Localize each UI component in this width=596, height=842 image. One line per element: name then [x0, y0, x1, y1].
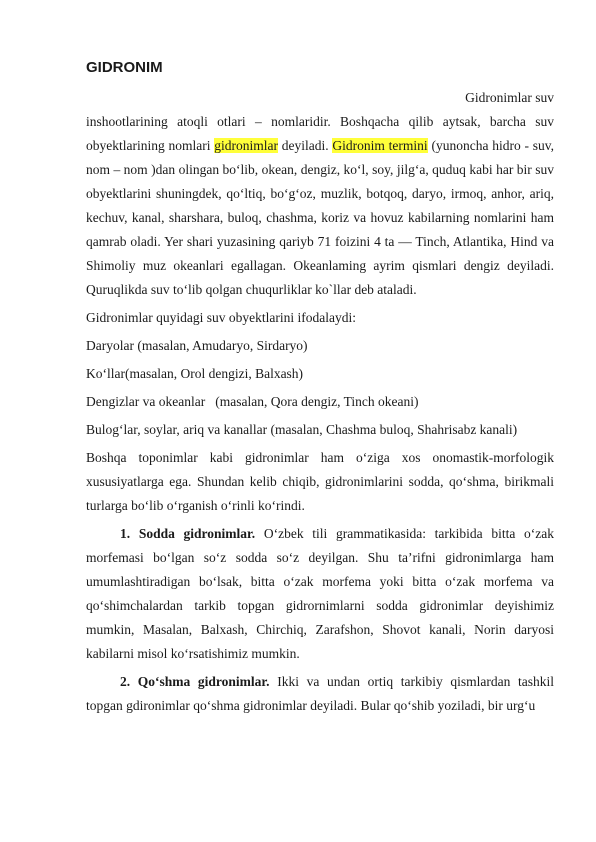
section-qoshma-title: 2. Qo‘shma gidronimlar. [120, 674, 270, 689]
highlight-gidronimlar: gidronimlar [214, 138, 279, 153]
paragraph-list-intro: Gidronimlar quyidagi suv obyektlarini ifodalaydi: [86, 310, 356, 325]
list-item-bulоqlar: Bulog‘lar, soylar, ariq va kanallar (masalan, Chashma buloq, Shahrisabz kanali) [86, 422, 518, 437]
section-sodda-title: 1. Sodda gidronimlar. [120, 526, 256, 541]
document-body [86, 57, 554, 718]
section-qoshma [86, 670, 554, 718]
paragraph-intro-head: Gidronimlar suv [465, 90, 554, 105]
list-item-kollar: Ko‘llar(masalan, Orol dengizi, Balxash) [86, 366, 304, 381]
paragraph-toponyms: Boshqa toponimlar kabi gidronimlar ham o‘ziga xos onomastik-morfologik xususiyatlarga ega. Shundan kelib chiqib, gidronimlarini sodda, qo‘shma, birikmali turlarga bo‘lib o‘rganish o‘rinli ko‘rindi. [86, 450, 554, 513]
section-sodda [86, 522, 554, 666]
paragraph-intro-text-b: deyiladi. [278, 138, 333, 153]
list-item-daryolar: Daryolar (masalan, Amudaryo, Sirdaryo) [86, 338, 308, 353]
list-item-dengizlar: Dengizlar va okeanlar (masalan, Qora dengiz, Tinch okeani) [86, 394, 419, 409]
document-title: GIDRONIM [86, 59, 163, 76]
section-sodda-text: O‘zbek tili grammatikasida: tarkibida bitta o‘zak morfemasi bo‘lgan so‘z sodda so‘z deyilgan. Shu ta’rifni gidronimlarga ham umumlashtiradigan bo‘lsak, bitta o‘zak morfema yoki bitta o‘zak morfema va qo‘shimchalardan tarkib topgan gidrornimlarni sodda gidronimlar deyishimiz mumkin, Masalan, Balxash, Chirchiq, Zarafshon, Shovot kanali, Norin daryosi kabilarni misol ko‘rsatishimiz mumkin. [86, 526, 554, 661]
paragraph-intro-text-a: inshootlarining atoqli otlari – nomlaridir. Boshqacha qilib aytsak, barcha suv obyektlarining nomlari [86, 114, 554, 153]
paragraph-intro-text-c: (yunoncha hidro - suv, nom – nom )dan olingan bo‘lib, okean, dengiz, ko‘l, soy, jilg‘a, quduq kabi har bir suv obyektlarini shuningdek, qo‘ltiq, bo‘g‘oz, muzlik, botqoq, daryo, irmoq, anhor, ariq, kechuv, kanal, sharshara, buloq, chashma, koriz va hovuz kabilarning nomlarini ham qamrab oladi. Yer shari yuzasining qariyb 71 foizini 4 ta — Tinch, Atlantika, Hind va Shimoliy muz okeanlari egallagan. Okeanlaming ayrim qismlari dengiz deyiladi. Quruqlikda suv to‘lib qolgan chuqurliklar ko`llar deb ataladi. [86, 138, 554, 297]
section-qoshma-text: Ikki va undan ortiq tarkibiy qismlardan tashkil topgan gdironimlar qo‘shma gidronimlar deyiladi. Bular qo‘shib yoziladi, bir urg‘u [86, 674, 554, 713]
highlight-gidronim-termini: Gidronim termini [332, 138, 428, 153]
paragraph-intro [86, 110, 554, 302]
